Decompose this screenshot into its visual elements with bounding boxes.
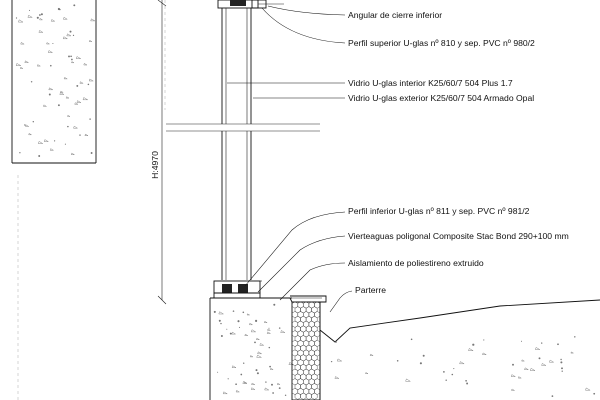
hatch-dot	[265, 381, 266, 382]
hatch-dot	[445, 379, 446, 380]
hatch-dot	[228, 378, 229, 379]
hatch-dot	[76, 85, 78, 87]
hatch-aggregate	[245, 334, 248, 336]
hatch-dot	[237, 320, 239, 322]
hatch-aggregate	[71, 153, 74, 155]
hatch-aggregate	[43, 105, 46, 107]
hatch-aggregate	[26, 125, 29, 127]
hatch-aggregate	[406, 379, 411, 381]
hatch-dot	[465, 380, 467, 382]
hatch-dot	[335, 341, 337, 343]
hatch-dot	[443, 371, 445, 373]
hatch-aggregate	[268, 329, 271, 330]
hatch-aggregate	[61, 91, 64, 92]
hatch-dot	[49, 94, 51, 96]
hatch-dot	[420, 362, 422, 364]
hatch-dot	[16, 17, 17, 18]
hatch-aggregate	[47, 43, 50, 44]
hatch-aggregate	[74, 126, 78, 128]
insulation-block	[292, 302, 320, 400]
hatch-aggregate	[25, 61, 29, 63]
reference-lines	[18, 0, 165, 400]
hatch-aggregate	[16, 63, 21, 65]
hatch-aggregate	[29, 133, 32, 134]
hatch-dot	[273, 304, 275, 306]
sill-flashing	[262, 296, 326, 302]
hatch-dot	[79, 134, 80, 135]
hatch-dot	[71, 59, 73, 61]
hatch-aggregate	[89, 79, 93, 81]
label-vidrio-exterior: Vidrio U-glas exterior K25/60/7 504 Armado Opal	[348, 93, 535, 103]
hatch-dot	[271, 384, 273, 386]
hatch-dot	[88, 84, 90, 86]
label-aislamiento: Aislamiento de poliestireno extruido	[348, 258, 484, 268]
parterre-ground	[320, 300, 600, 400]
hatch-dot	[541, 342, 542, 343]
hatch-aggregate	[251, 388, 255, 390]
hatch-aggregate	[460, 362, 465, 364]
hatch-aggregate	[512, 389, 515, 391]
hatch-aggregate	[542, 363, 546, 365]
hatch-dot	[466, 383, 468, 385]
hatch-aggregate	[89, 40, 92, 41]
hatch-dot	[451, 374, 453, 376]
hatch-aggregate	[223, 392, 227, 394]
hatch-aggregate	[335, 377, 339, 379]
hatch-dot	[219, 320, 221, 322]
hatch-dot	[472, 344, 474, 346]
hatch-aggregate	[77, 101, 81, 103]
hatch-aggregate	[267, 332, 270, 334]
top-profile	[218, 0, 284, 8]
hatch-dot	[483, 339, 484, 340]
hatch-dot	[235, 383, 237, 385]
hatch-aggregate	[51, 20, 55, 22]
hatch-dot	[279, 387, 281, 389]
hatch-dot	[521, 341, 522, 342]
insulation-cell	[295, 393, 301, 399]
hatch-aggregate	[85, 134, 88, 136]
hatch-aggregate	[63, 17, 67, 19]
hatch-dot	[562, 371, 563, 372]
height-dimension	[150, 0, 166, 304]
hatch-aggregate	[48, 51, 52, 53]
concrete-hatch	[16, 4, 95, 157]
break-lines	[166, 124, 320, 131]
hatch-aggregate	[64, 77, 67, 79]
hatch-dot	[593, 393, 595, 395]
hatch-aggregate	[260, 343, 264, 345]
hatch-dot	[268, 328, 269, 329]
hatch-dot	[269, 366, 271, 368]
hatch-dot	[37, 17, 39, 19]
earth-hatch	[331, 336, 595, 397]
hatch-aggregate	[518, 377, 521, 379]
hatch-dot	[257, 372, 259, 374]
hatch-aggregate	[247, 314, 250, 315]
hatch-aggregate	[91, 19, 95, 21]
insulation-cell	[306, 393, 312, 399]
hatch-dot	[411, 339, 413, 341]
hatch-dot	[33, 121, 34, 122]
insulation-cell	[301, 393, 307, 399]
hatch-dot	[24, 124, 25, 125]
hatch-dot	[453, 368, 454, 369]
hatch-aggregate	[72, 62, 75, 63]
hatch-dot	[54, 140, 55, 141]
hatch-aggregate	[68, 115, 71, 116]
hatch-dot	[58, 104, 60, 106]
hatch-aggregate	[21, 42, 24, 44]
hatch-aggregate	[28, 15, 32, 17]
hatch-dot	[560, 359, 561, 360]
hatch-aggregate	[37, 65, 40, 67]
hatch-dot	[240, 374, 242, 376]
hatch-dot	[512, 364, 514, 366]
hatch-dot	[220, 323, 221, 324]
hatch-dot	[19, 152, 20, 153]
hatch-aggregate	[76, 57, 80, 59]
hatch-aggregate	[511, 375, 515, 377]
bottom-profile	[214, 281, 262, 298]
hatch-aggregate	[281, 331, 285, 333]
hatch-dot	[539, 357, 541, 359]
hatch-aggregate	[84, 63, 87, 65]
hatch-aggregate	[256, 338, 259, 340]
hatch-aggregate	[483, 353, 487, 355]
hatch-aggregate	[337, 359, 341, 361]
hatch-dot	[233, 310, 235, 312]
hatch-aggregate	[50, 149, 53, 151]
hatch-dot	[243, 363, 244, 364]
left-concrete-column	[12, 0, 96, 163]
hatch-dot	[552, 395, 554, 397]
hatch-dot	[279, 327, 280, 328]
hatch-aggregate	[265, 388, 269, 390]
hatch-dot	[285, 395, 286, 396]
hatch-dot	[256, 369, 258, 371]
hatch-aggregate	[525, 368, 529, 370]
hatch-aggregate	[586, 388, 591, 390]
hatch-aggregate	[252, 383, 255, 385]
hatch-aggregate	[468, 348, 473, 350]
hatch-aggregate	[257, 355, 262, 357]
hatch-aggregate	[522, 360, 525, 361]
hatch-dot	[560, 361, 562, 363]
hatch-dot	[38, 155, 40, 157]
hatch-aggregate	[67, 34, 71, 36]
hatch-aggregate	[40, 18, 43, 20]
hatch-dot	[52, 43, 53, 44]
hatch-aggregate	[49, 88, 53, 90]
hatch-dot	[73, 35, 74, 36]
hatch-dot	[574, 336, 575, 337]
insulation-hatch	[292, 302, 320, 400]
hatch-dot	[254, 342, 256, 344]
hatch-dot	[221, 335, 223, 337]
hatch-dot	[39, 14, 41, 16]
hatch-aggregate	[75, 103, 78, 105]
hatch-dot	[41, 13, 43, 15]
hatch-aggregate	[249, 323, 252, 325]
label-perfil-inferior: Perfil inferior U-glas nº 811 y sep. PVC nº 981/2	[348, 206, 530, 216]
hatch-dot	[29, 10, 30, 11]
base-slab	[210, 298, 294, 400]
hatch-dot	[31, 81, 32, 82]
hatch-dot	[68, 55, 70, 57]
label-vidrio-interior: Vidrio U-glas interior K25/60/7 504 Plus 1.7	[348, 78, 513, 88]
hatch-dot	[65, 144, 66, 145]
hatch-aggregate	[549, 360, 553, 362]
hatch-dot	[67, 126, 68, 127]
hatch-dot	[397, 360, 399, 362]
hatch-dot	[91, 152, 93, 154]
hatch-dot	[217, 372, 218, 373]
hatch-aggregate	[535, 347, 539, 349]
glass-panes	[222, 8, 251, 280]
label-angular: Angular de cierre inferior	[348, 10, 443, 20]
hatch-dot	[239, 327, 240, 328]
hatch-dot	[243, 312, 245, 314]
insulation-cell	[312, 393, 318, 399]
hatch-aggregate	[80, 82, 83, 84]
hatch-dot	[70, 31, 72, 33]
hatch-aggregate	[270, 368, 273, 369]
hatch-aggregate	[20, 67, 23, 68]
hatch-aggregate	[63, 37, 67, 39]
height-dimension-label: H:4970	[150, 151, 160, 179]
hatch-dot	[255, 320, 257, 322]
hatch-aggregate	[232, 332, 236, 334]
hatch-dot	[423, 355, 425, 357]
hatch-aggregate	[66, 97, 69, 98]
hatch-aggregate	[370, 354, 373, 356]
hatch-dot	[89, 118, 90, 119]
hatch-aggregate	[219, 312, 224, 314]
hatch-aggregate	[232, 366, 236, 368]
hatch-dot	[58, 8, 60, 10]
annotations	[348, 10, 569, 295]
hatch-dot	[272, 392, 274, 394]
hatch-dot	[70, 55, 72, 57]
leader-lines	[227, 6, 352, 312]
hatch-aggregate	[18, 20, 23, 22]
label-vierteaguas: Vierteaguas poligonal Composite Stac Bond 290+100 mm	[348, 231, 569, 241]
hatch-aggregate	[251, 330, 256, 332]
hatch-aggregate	[366, 373, 369, 374]
hatch-dot	[214, 311, 216, 313]
hatch-aggregate	[38, 141, 42, 143]
hatch-aggregate	[571, 352, 574, 353]
hatch-aggregate	[236, 390, 239, 392]
hatch-aggregate	[264, 321, 267, 322]
hatch-aggregate	[277, 383, 280, 384]
hatch-aggregate	[60, 92, 64, 94]
hatch-aggregate	[39, 30, 43, 32]
hatch-aggregate	[83, 98, 88, 100]
slab-concrete-hatch	[214, 304, 294, 396]
label-perfil-superior: Perfil superior U-glas nº 810 y sep. PVC nº 980/2	[348, 38, 535, 48]
hatch-dot	[561, 367, 563, 369]
hatch-dot	[50, 65, 52, 67]
hatch-aggregate	[250, 356, 253, 357]
hatch-dot	[230, 333, 232, 335]
hatch-aggregate	[530, 368, 535, 370]
label-parterre: Parterre	[355, 285, 387, 295]
hatch-aggregate	[44, 140, 48, 142]
hatch-dot	[557, 343, 559, 345]
hatch-aggregate	[258, 352, 262, 354]
hatch-dot	[269, 347, 270, 348]
hatch-dot	[226, 329, 227, 330]
hatch-dot	[331, 361, 332, 362]
hatch-dot	[73, 4, 75, 6]
